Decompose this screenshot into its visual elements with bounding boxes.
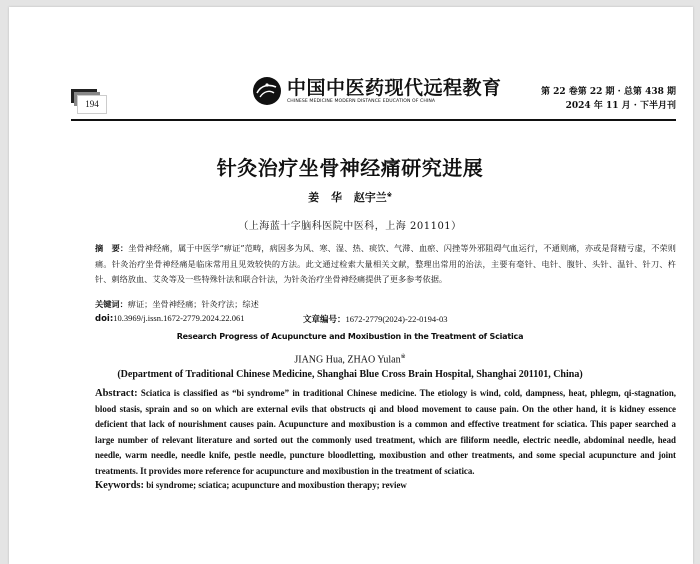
abstract-label-cn: 摘 要： [95, 243, 129, 253]
journal-name-en: CHINESE MEDICINE MODERN DISTANCE EDUCATION OF CHINA [287, 99, 436, 104]
article-title-en: Research Progress of Acupuncture and Moxibustion in the Treatment of Sciatica [176, 332, 524, 341]
issue-info [541, 85, 676, 113]
abstract-label-en: Abstract: [95, 388, 138, 399]
journal-logo-icon [252, 76, 282, 106]
article-title-cn: 针灸治疗坐骨神经痛研究进展 [216, 156, 484, 180]
article-number: 文章编号：1672-2779(2024)-22-0194-03 [303, 314, 448, 325]
doi: doi:10.3969/j.issn.1672-2779.2024.22.061 [95, 313, 245, 324]
issue-line-1: 第 22 卷第 22 期 · 总第 438 期 [540, 87, 676, 97]
keywords-cn: 关键词：痹证；坐骨神经痛；针灸疗法；综述 [95, 299, 259, 309]
affiliation-en: (Department of Traditional Chinese Medicine, Shanghai Blue Cross Brain Hospital, Shanghai 201101, China) [117, 369, 583, 380]
abstract-text-en: Sciatica is classified as “bi syndrome” in traditional Chinese medicine. The etiology is wind, cold, dampness, heat, phlegm, qi-stagnation, blood stasis, sprain and so on which are external evils that obstructs qi and blood movement to cause pain. On the other hand, it is kidney essence deficient that lack of nourishment causes pain. Acupuncture and moxibustion is a common and effective treatment for sciatica. This paper searched a large number of relevant literature and sorted out the commonly used treatment, which are filiform needle, electric needle, abdominal needle, head needle, warm needle, needle knife, pestle needle, puncture bloodletting, moxibustion and other treatments, and some special acupuncture and joint treatments. It provides more reference for acupuncture and moxibustion in the treatment of sciatica. [95, 388, 676, 476]
journal-name-cn: 中国中医药现代远程教育 [287, 77, 502, 99]
abstract-cn [95, 241, 676, 288]
page-number-badge [71, 89, 103, 107]
keywords-en: Keywords: bi syndrome; sciatica; acupuncture and moxibustion therapy; review [95, 480, 407, 491]
authors-cn: 姜 华 赵宇兰※ [308, 191, 392, 204]
abstract-text-cn: 坐骨神经痛，属于中医学“痹证”范畴，病因多为风、寒、湿、热、痰饮、气滞、血瘀、闪挫等外邪阻碍气血运行，不通则痛，亦或是肾精亏虚，不荣则痛。针灸治疗坐骨神经痛是临床常用且见效较快的方法。此文通过检索大量相关文献，整理出常用的治法，主要有毫针、电针、腹针、头针、温针、针刀、杵针、刺络放血、艾灸等及一些特殊针法和联合针法，为针灸治疗坐骨神经痛提供了更多参考依据。 [95, 243, 676, 284]
affiliation-cn: （上海蓝十字脑科医院中医科，上海 201101） [238, 221, 462, 232]
abstract-en [95, 386, 676, 479]
authors-en: JIANG Hua, ZHAO Yulan※ [294, 354, 406, 366]
issue-line-2: 2024 年 11 月 · 下半月刊 [565, 101, 676, 111]
header-rule [71, 119, 676, 121]
page-number: 194 [77, 95, 107, 114]
corresponding-mark: ※ [386, 191, 392, 199]
